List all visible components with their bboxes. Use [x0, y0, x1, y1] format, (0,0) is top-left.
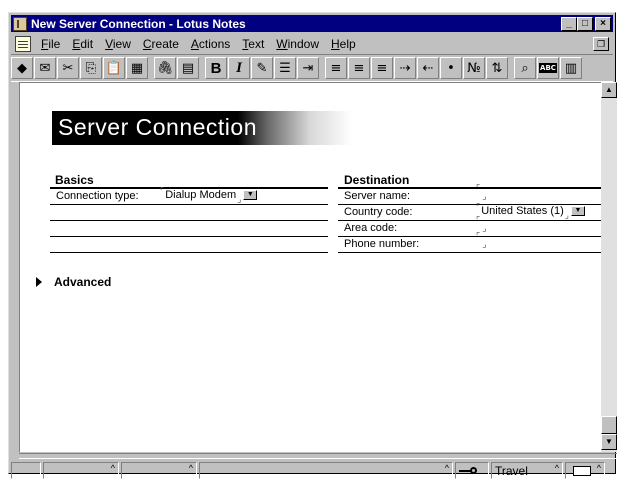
paste-icon[interactable]: 📋	[103, 57, 125, 79]
status-location[interactable]: Travel ^	[491, 462, 563, 479]
restore-document-button[interactable]: ❐	[593, 37, 609, 51]
connection-type-value: Dialup Modem	[165, 189, 237, 201]
paragraph-spacing-icon[interactable]: ☰	[274, 57, 296, 79]
menu-help[interactable]: Help	[330, 36, 356, 51]
destination-divider	[338, 187, 601, 189]
location-label: Travel	[495, 463, 528, 478]
inbox-icon	[573, 466, 591, 476]
key-icon	[459, 466, 481, 476]
server-name-label: Server name:	[344, 190, 411, 202]
advanced-label: Advanced	[54, 275, 112, 289]
menu-actions[interactable]: Actions	[190, 36, 231, 51]
banner-title: Server Connection	[58, 114, 257, 140]
row-divider	[50, 236, 328, 237]
indent-outdent-icon[interactable]: ⇥	[297, 57, 319, 79]
country-code-value: United States (1)	[481, 205, 564, 217]
menu-file-rest: ile	[48, 36, 61, 51]
row-divider	[338, 220, 601, 221]
smarticons-toolbar	[11, 54, 613, 82]
advanced-section-toggle[interactable]	[36, 275, 111, 289]
lotus-notes-icon[interactable]	[13, 17, 27, 31]
phone-number-label: Phone number:	[344, 238, 420, 250]
menu-view[interactable]: View	[105, 36, 131, 51]
area-code-field[interactable]: ⌜ ⌟	[476, 215, 487, 233]
row-divider	[50, 252, 328, 253]
navigator-icon[interactable]: ◆	[11, 57, 33, 79]
spell-check-label: ABC	[540, 64, 556, 72]
menu-text[interactable]: Text	[242, 36, 265, 51]
align-right-icon[interactable]: ≡	[371, 57, 393, 79]
vertical-scrollbar[interactable]	[601, 82, 617, 452]
search-icon[interactable]: ⌕	[514, 57, 536, 79]
row-divider	[50, 220, 328, 221]
scroll-down-button[interactable]: ▼	[601, 434, 617, 450]
menu-bar	[11, 34, 613, 53]
window-title: New Server Connection - Lotus Notes	[31, 16, 246, 31]
status-cell-size[interactable]: ^	[121, 462, 197, 479]
country-code-select[interactable]: ⌜ United States (1) ⌟ ▼	[476, 205, 585, 217]
italic-icon[interactable]: I	[228, 57, 250, 79]
destination-heading: Destination	[344, 173, 410, 187]
status-cell-font[interactable]: ^	[43, 462, 119, 479]
app-window	[8, 12, 616, 478]
envelope-check-icon[interactable]: ✉	[34, 57, 56, 79]
scroll-up-button[interactable]: ▲	[601, 82, 617, 98]
phone-number-field[interactable]: ⌜ ⌟	[476, 231, 487, 249]
chevron-down-icon[interactable]: ▼	[571, 206, 585, 216]
row-divider	[338, 252, 601, 253]
document-area[interactable]	[19, 82, 601, 452]
title-bar[interactable]	[11, 15, 613, 32]
close-button[interactable]: ×	[595, 17, 611, 31]
spell-check-icon[interactable]	[537, 57, 559, 79]
maximize-button[interactable]: □	[577, 17, 593, 31]
twistie-icon[interactable]	[36, 277, 42, 287]
basics-heading: Basics	[55, 173, 94, 187]
menu-window[interactable]: Window	[276, 36, 319, 51]
highlighter-icon[interactable]: ✎	[251, 57, 273, 79]
table-icon[interactable]: ▦	[126, 57, 148, 79]
row-divider	[338, 236, 601, 237]
country-code-label: Country code:	[344, 206, 413, 218]
connection-type-label: Connection type:	[56, 190, 139, 202]
menu-edit[interactable]: Edit	[72, 36, 94, 51]
document-icon[interactable]	[15, 36, 31, 52]
status-cell-icon[interactable]	[11, 462, 41, 479]
menu-file[interactable]: File	[41, 36, 61, 51]
menu-create[interactable]: Create	[142, 36, 179, 51]
chevron-down-icon[interactable]: ▼	[243, 190, 257, 200]
insert-table-icon[interactable]: ▤	[177, 57, 199, 79]
status-cell-access[interactable]	[455, 462, 489, 479]
form-banner	[52, 111, 352, 145]
copy-icon[interactable]: ⎘	[80, 57, 102, 79]
align-center-icon[interactable]: ≡	[348, 57, 370, 79]
minimize-button[interactable]: _	[561, 17, 577, 31]
outdent-icon[interactable]: ⇠	[417, 57, 439, 79]
paperclip-icon[interactable]: 🖇	[154, 57, 176, 79]
horizontal-divider	[19, 453, 617, 459]
numbered-list-icon[interactable]: №	[463, 57, 485, 79]
area-code-label: Area code:	[344, 222, 398, 234]
scroll-thumb[interactable]	[601, 416, 617, 434]
bullet-list-icon[interactable]: •	[440, 57, 462, 79]
page-icon[interactable]: ▥	[560, 57, 582, 79]
bold-icon[interactable]: B	[205, 57, 227, 79]
row-divider	[50, 204, 328, 205]
server-name-field[interactable]: ⌜ ⌟	[476, 183, 487, 201]
align-left-icon[interactable]: ≡	[325, 57, 347, 79]
status-cell-message[interactable]: ^	[199, 462, 453, 479]
status-bar	[11, 462, 613, 479]
status-mail[interactable]: ^	[565, 462, 605, 479]
sort-icon[interactable]: ⇅	[486, 57, 508, 79]
connection-type-select[interactable]: ⌜ Dialup Modem ⌟ ▼	[160, 189, 257, 201]
indent-icon[interactable]: ⇢	[394, 57, 416, 79]
scissors-icon[interactable]: ✂	[57, 57, 79, 79]
